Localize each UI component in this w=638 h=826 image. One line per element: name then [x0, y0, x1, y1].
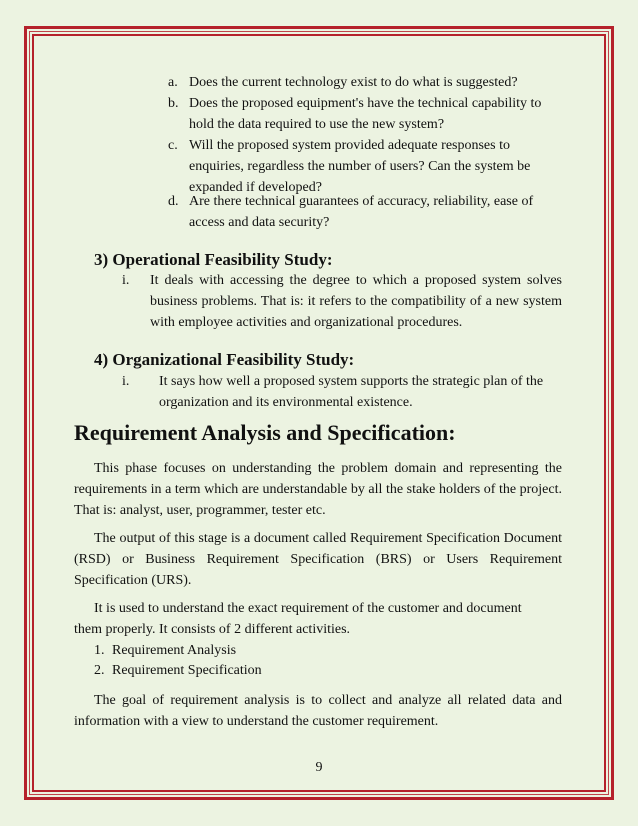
page-number: 9: [315, 760, 323, 775]
activity-item: [94, 641, 236, 661]
list-marker: a.: [168, 75, 178, 90]
list-marker: i.: [122, 273, 130, 288]
list-marker: i.: [122, 374, 130, 389]
paragraph-line: It is used to understand the exact requirement of the customer and document: [94, 601, 522, 616]
list-item-text: Requirement Analysis: [112, 643, 237, 658]
list-item-text: Does the current technology exist to do what is suggested?: [189, 75, 518, 90]
technical-question-a: [168, 72, 568, 93]
list-marker: c.: [168, 138, 178, 153]
activity-item: [94, 661, 262, 681]
paragraph-goal: The goal of requirement analysis is to collect and analyze all related data and information with a view to understand the customer requirement.: [74, 693, 562, 729]
list-item-text: Requirement Specification: [112, 663, 262, 678]
paragraph-output-document: The output of this stage is a document called Requirement Specification Document (RSD) or Business Requirement Specification (BRS) or Users Requirement Specification (URS).: [74, 531, 562, 588]
paragraph-line: them properly. It consists of 2 different activities.: [74, 622, 351, 637]
list-marker: b.: [168, 96, 179, 111]
technical-question-c: [168, 135, 568, 198]
organizational-feasibility-heading: 4) Organizational Feasibility Study:: [94, 350, 355, 369]
organizational-feasibility-item: [122, 371, 562, 413]
list-item-text: It says how well a proposed system supports the strategic plan of the organization and its environmental existence.: [159, 374, 544, 410]
list-marker: d.: [168, 194, 179, 209]
list-marker: 2.: [94, 663, 105, 678]
list-item-text: Does the proposed equipment's have the technical capability to hold the data required to use the new system?: [189, 96, 542, 132]
section-heading: Requirement Analysis and Specification:: [74, 420, 456, 445]
operational-feasibility-item: [122, 270, 562, 333]
technical-question-d: [168, 191, 568, 233]
paragraph-problem-domain: This phase focuses on understanding the problem domain and representing the requirements in a term which are understandable by all the stake holders of the project. That is: analyst, user, programmer, tester etc.: [74, 461, 562, 518]
list-item-text: It deals with accessing the degree to which a proposed system solves business problems. That is: it refers to the compatibility of a new system with employee activities and organizational procedures.: [150, 273, 562, 330]
technical-question-b: [168, 93, 568, 135]
list-marker: 1.: [94, 643, 105, 658]
list-item-text: Are there technical guarantees of accuracy, reliability, ease of access and data security?: [189, 194, 534, 230]
list-item-text: Will the proposed system provided adequate responses to enquiries, regardless the number of users? Can the system be expanded if developed?: [189, 138, 531, 195]
paragraph-exact-requirement: [74, 598, 562, 640]
operational-feasibility-heading: 3) Operational Feasibility Study:: [94, 250, 333, 269]
